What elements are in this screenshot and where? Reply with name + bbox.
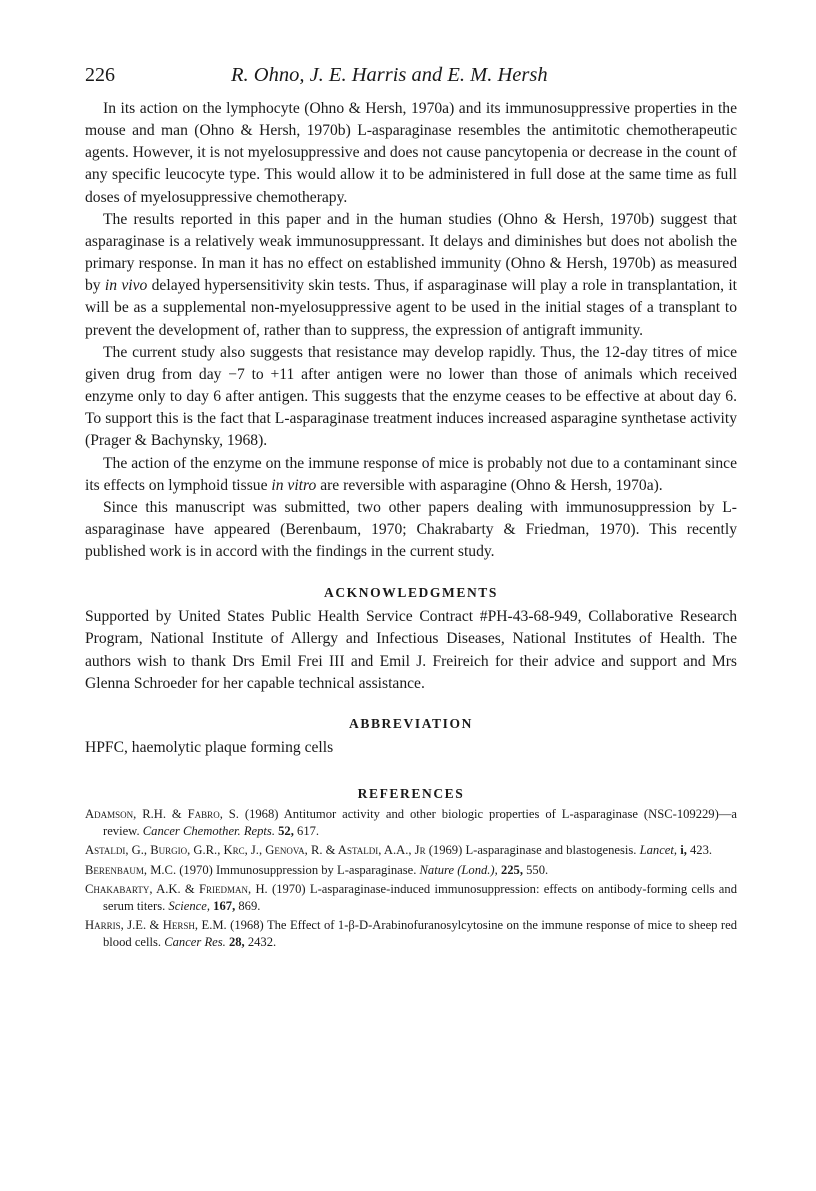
text-run: 617.	[293, 824, 320, 839]
italic-text: in vivo	[104, 277, 148, 295]
reference-item	[85, 917, 737, 951]
italic-text: Nature (Lond.),	[419, 862, 498, 877]
page	[85, 64, 737, 954]
bold-text: 167,	[213, 899, 236, 914]
body-paragraph	[85, 98, 737, 209]
bold-text: 52,	[278, 824, 294, 839]
reference-item	[85, 806, 737, 840]
text-run: (1970) Immunosuppression by L-asparaginase.	[176, 862, 420, 877]
running-head: R. Ohno, J. E. Harris and E. M. Hersh	[231, 64, 548, 86]
abbreviation-text: HPFC, haemolytic plaque forming cells	[85, 738, 334, 756]
body-text	[85, 98, 737, 563]
abbreviation-heading: ABBREVIATION	[349, 715, 473, 731]
acknowledgments-heading: ACKNOWLEDGMENTS	[323, 585, 499, 601]
text-run: (1970) L-asparaginase-induced immunosuppression: effects on antibody-forming cells and serum titers.	[103, 881, 737, 914]
body-paragraph	[85, 209, 737, 342]
bold-text: 225,	[500, 862, 523, 877]
text-run: (1969) L-asparaginase and blastogenesis.	[425, 843, 640, 858]
text-run: In its action on the lymphocyte (Ohno & Hersh, 1970a) and its immunosuppressive properties in the mouse and man (Ohno & Hersh, 1970b) L-asparaginase resembles the antimitotic chemotherapeutic agents. However, it is not myelosuppressive and does not cause pancytopenia or decrease in the count of any specific leucocyte type. This would allow it to be administered in full dose at the same time as full doses of myelosuppressive chemotherapy.	[85, 100, 737, 206]
page-header	[85, 64, 737, 98]
author-names: Astaldi, G., Burgio, G.R., Krc, J., Genova, R. & Astaldi, A.A., Jr	[85, 843, 426, 858]
text-run: The current study also suggests that resistance may develop rapidly. Thus, the 12-day titres of mice given drug from day −7 to +11 after antigen were no lower than those of animals which received enzyme only to day 6 after antigen. This suggests that the enzyme ceases to be effective at about day 6. To support this is the fact that L-asparaginase treatment induces increased asparagine synthetase activity (Prager & Bachynsky, 1968).	[85, 343, 737, 450]
text-run: Since this manuscript was submitted, two other papers dealing with immunosuppression by L-asparaginase have appeared (Berenbaum, 1970; Chakrabarty & Friedman, 1970). This recently published work is in accord with the findings in the current study.	[85, 498, 737, 561]
page-number: 226	[85, 64, 115, 86]
body-paragraph	[85, 453, 737, 497]
text-run: 423.	[686, 843, 713, 858]
text-run: are reversible with asparagine (Ohno & Hersh, 1970a).	[316, 476, 663, 494]
text-run: 2432.	[244, 935, 277, 950]
reference-list	[85, 806, 737, 952]
text-run: 869.	[235, 899, 261, 914]
italic-text: in vitro	[271, 476, 317, 494]
author-names: Harris, J.E. & Hersh, E.M.	[85, 918, 227, 933]
bold-text: i,	[680, 843, 687, 858]
text-run: The results reported in this paper and in the human studies (Ohno & Hersh, 1970b) suggest that asparaginase is a relatively weak immunosuppressant. It delays and diminishes but does not abolish the primary response. In man it has no effect on established immunity (Ohno & Hersh, 1970b) as measured by	[85, 210, 737, 295]
body-paragraph	[85, 497, 737, 563]
text-run: (1968) Antitumor activity and other biologic properties of L-asparaginase (NSC-109229)—a review.	[103, 807, 737, 839]
body-paragraph	[85, 342, 737, 453]
italic-text: Science,	[168, 899, 211, 914]
reference-item	[85, 842, 737, 859]
acknowledgments-text: Supported by United States Public Health Service Contract #PH-43-68-949, Collaborative Research Program, National Institute of Allergy and Infectious Diseases, National Institutes of Health. The authors wish to thank Drs Emil Frei III and Emil J. Freireich for their advice and support and Mrs Glenna Schroeder for her capable technical assistance.	[85, 608, 737, 692]
text-run: 550.	[522, 862, 549, 877]
reference-item	[85, 881, 737, 915]
references-heading: REFERENCES	[357, 786, 465, 802]
italic-text: Cancer Res.	[164, 935, 226, 950]
italic-text: Cancer Chemother. Repts.	[142, 824, 275, 839]
text-run: (1968) The Effect of 1-β-D-Arabinofuranosylcytosine on the immune response of mice to sheep red blood cells.	[103, 918, 737, 950]
author-names: Berenbaum, M.C.	[85, 862, 177, 877]
author-names: Adamson, R.H. & Fabro, S.	[85, 807, 239, 822]
bold-text: 28,	[228, 935, 245, 950]
reference-item	[85, 862, 737, 879]
italic-text: Lancet,	[639, 843, 678, 858]
text-run: The action of the enzyme on the immune response of mice is probably not due to a contaminant since its effects on lymphoid tissue	[85, 454, 737, 494]
text-run: delayed hypersensitivity skin tests. Thus, if asparaginase will play a role in transplantation, it will be as a supplemental non-myelosuppressive agent to be used in the initial stages of a transplant to prevent the development of, rather than to suppress, the expression of antigraft immunity.	[85, 277, 738, 339]
author-names: Chakabarty, A.K. & Friedman, H.	[85, 881, 268, 896]
